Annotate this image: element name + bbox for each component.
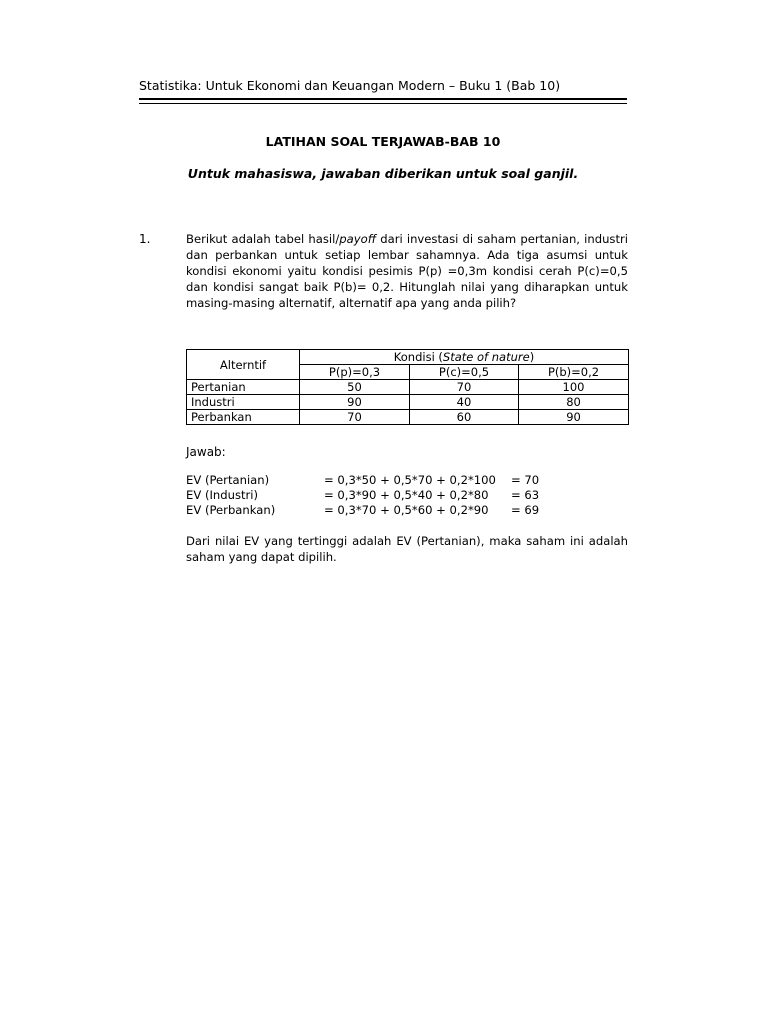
question-text-part2: dari investasi di saham pertanian, industri dan perbankan untuk setiap lembar sahamnya. Ada tiga asumsi untuk kondisi ekonomi yaitu kondisi pesimis P(p) =0,3m kondisi cerah P(c)=0,5 dan kondisi sangat baik P(b)= 0,2. Hitunglah nilai yang diharapkan untuk masing-masing alternatif, alternatif apa yang anda pilih? xyxy=(186,232,628,310)
group-label-suffix: ) xyxy=(529,350,535,364)
page-subtitle: Untuk mahasiswa, jawaban diberikan untuk soal ganjil. xyxy=(187,166,579,181)
row-label: Industri xyxy=(187,395,300,410)
table-cell: 40 xyxy=(410,395,519,410)
ev-label: EV (Pertanian) xyxy=(186,473,270,487)
ev-label: EV (Perbankan) xyxy=(186,503,276,517)
table-row xyxy=(187,380,629,395)
header-rule-thin xyxy=(139,103,627,104)
ev-result: = 69 xyxy=(511,503,540,517)
conclusion-text: Dari nilai EV yang tertinggi adalah EV (Pertanian), maka saham ini adalah saham yang dapat dipilih. xyxy=(186,534,628,564)
table-row xyxy=(187,410,629,425)
table-corner-cell: Alterntif xyxy=(187,350,300,380)
row-label: Pertanian xyxy=(187,380,300,395)
question-text xyxy=(186,231,628,311)
running-header: Statistika: Untuk Ekonomi dan Keuangan Modern – Buku 1 (Bab 10) xyxy=(139,78,561,93)
table-row xyxy=(187,395,629,410)
column-header: P(c)=0,5 xyxy=(410,365,519,380)
group-label-prefix: Kondisi ( xyxy=(393,350,443,364)
table-cell: 50 xyxy=(300,380,410,395)
ev-formula: = 0,3*90 + 0,5*40 + 0,2*80 xyxy=(324,488,489,502)
question-text-part1: Berikut adalah tabel hasil/ xyxy=(186,232,340,246)
table-cell: 90 xyxy=(300,395,410,410)
column-header: P(b)=0,2 xyxy=(519,365,629,380)
column-header: P(p)=0,3 xyxy=(300,365,410,380)
ev-formula: = 0,3*70 + 0,5*60 + 0,2*90 xyxy=(324,503,489,517)
page-title: LATIHAN SOAL TERJAWAB-BAB 10 xyxy=(265,134,501,149)
table-cell: 60 xyxy=(410,410,519,425)
question-number: 1. xyxy=(139,232,151,246)
table-group-header xyxy=(300,350,629,365)
ev-result: = 70 xyxy=(511,473,540,487)
payoff-table xyxy=(186,349,629,425)
question-text-italic: payoff xyxy=(339,232,377,246)
row-label: Perbankan xyxy=(187,410,300,425)
table-cell: 100 xyxy=(519,380,629,395)
table-cell: 80 xyxy=(519,395,629,410)
header-rule-thick xyxy=(139,98,627,100)
group-label-italic: State of nature xyxy=(442,350,530,364)
answer-heading: Jawab: xyxy=(186,445,226,459)
table-cell: 90 xyxy=(519,410,629,425)
table-cell: 70 xyxy=(410,380,519,395)
ev-result: = 63 xyxy=(511,488,540,502)
table-header-row xyxy=(187,350,629,365)
ev-formula: = 0,3*50 + 0,5*70 + 0,2*100 xyxy=(324,473,496,487)
table-cell: 70 xyxy=(300,410,410,425)
ev-label: EV (Industri) xyxy=(186,488,259,502)
